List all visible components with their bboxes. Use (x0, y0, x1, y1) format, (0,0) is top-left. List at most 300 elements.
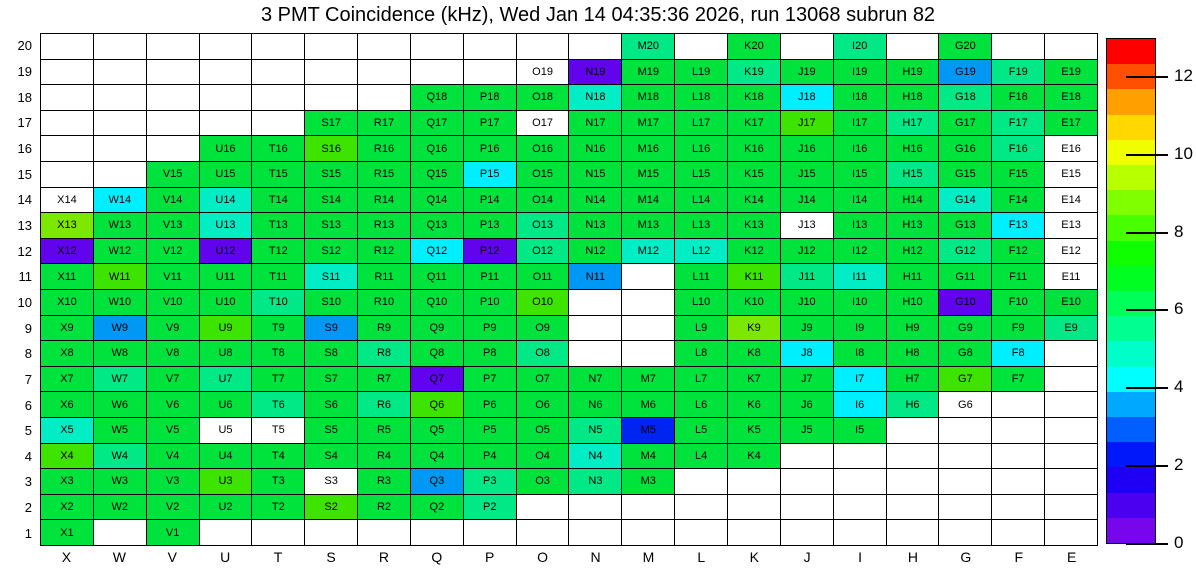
cell-L7: L7 (675, 367, 727, 392)
cell-F8: F8 (992, 341, 1044, 366)
cell-U14: U14 (200, 188, 252, 213)
cell-K1 (728, 520, 780, 545)
cell-G3 (939, 469, 991, 494)
cell-L6: L6 (675, 392, 727, 417)
cell-I19: I19 (834, 60, 886, 85)
cell-E15: E15 (1045, 162, 1097, 187)
cell-J8: J8 (781, 341, 833, 366)
cell-U4: U4 (200, 444, 252, 469)
y-axis-label-16: 16 (17, 140, 32, 156)
cell-G19: G19 (939, 60, 991, 85)
y-axis-label-3: 3 (24, 474, 32, 490)
cell-Q17: Q17 (411, 111, 463, 136)
cell-P15: P15 (464, 162, 516, 187)
cell-X11: X11 (41, 264, 93, 289)
cell-Q19 (411, 60, 463, 85)
cell-V1: V1 (147, 520, 199, 545)
cell-H15: H15 (887, 162, 939, 187)
cell-V13: V13 (147, 213, 199, 238)
cell-W9: W9 (94, 316, 146, 341)
cell-E6 (1045, 392, 1097, 417)
cell-H4 (887, 444, 939, 469)
cell-J11: J11 (781, 264, 833, 289)
y-axis-label-17: 17 (17, 115, 32, 131)
cell-N17: N17 (569, 111, 621, 136)
cell-E12: E12 (1045, 239, 1097, 264)
cell-N18: N18 (569, 85, 621, 110)
cell-N13: N13 (569, 213, 621, 238)
cell-M11 (622, 264, 674, 289)
y-axis-label-19: 19 (17, 63, 32, 79)
cell-U5: U5 (200, 418, 252, 443)
cell-L10: L10 (675, 290, 727, 315)
cell-F13: F13 (992, 213, 1044, 238)
cell-M14: M14 (622, 188, 674, 213)
cell-O5: O5 (517, 418, 569, 443)
cell-L1 (675, 520, 727, 545)
cell-F18: F18 (992, 85, 1044, 110)
cell-U8: U8 (200, 341, 252, 366)
colorbar-band (1107, 341, 1155, 366)
cell-F17: F17 (992, 111, 1044, 136)
cell-V16 (147, 136, 199, 161)
cell-R17: R17 (358, 111, 410, 136)
cell-O16: O16 (517, 136, 569, 161)
cell-R5: R5 (358, 418, 410, 443)
cell-N6: N6 (569, 392, 621, 417)
cell-S12: S12 (305, 239, 357, 264)
cell-I1 (834, 520, 886, 545)
cell-H2 (887, 495, 939, 520)
cell-R4: R4 (358, 444, 410, 469)
cell-S15: S15 (305, 162, 357, 187)
cell-N11: N11 (569, 264, 621, 289)
cell-W7: W7 (94, 367, 146, 392)
cell-O3: O3 (517, 469, 569, 494)
cell-K19: K19 (728, 60, 780, 85)
cell-L11: L11 (675, 264, 727, 289)
cell-Q6: Q6 (411, 392, 463, 417)
cell-K3 (728, 469, 780, 494)
colorbar (1106, 38, 1156, 544)
y-axis-label-15: 15 (17, 166, 32, 182)
y-axis-label-14: 14 (17, 192, 32, 208)
cell-K18: K18 (728, 85, 780, 110)
cell-O10: O10 (517, 290, 569, 315)
cell-F9: F9 (992, 316, 1044, 341)
cell-M6: M6 (622, 392, 674, 417)
cell-S6: S6 (305, 392, 357, 417)
cell-Q16: Q16 (411, 136, 463, 161)
cell-V12: V12 (147, 239, 199, 264)
y-axis-label-12: 12 (17, 243, 32, 259)
colorbar-tick-label: 10 (1174, 143, 1193, 163)
cell-G11: G11 (939, 264, 991, 289)
cell-I10: I10 (834, 290, 886, 315)
cell-T6: T6 (252, 392, 304, 417)
cell-H11: H11 (887, 264, 939, 289)
cell-M18: M18 (622, 85, 674, 110)
cell-J3 (781, 469, 833, 494)
cell-R9: R9 (358, 316, 410, 341)
colorbar-band (1107, 64, 1155, 89)
cell-V3: V3 (147, 469, 199, 494)
cell-P4: P4 (464, 444, 516, 469)
x-axis-label-R: R (378, 549, 389, 565)
cell-G15: G15 (939, 162, 991, 187)
cell-J5: J5 (781, 418, 833, 443)
cell-R12: R12 (358, 239, 410, 264)
cell-X20 (41, 34, 93, 59)
cell-M20: M20 (622, 34, 674, 59)
cell-J9: J9 (781, 316, 833, 341)
cell-V4: V4 (147, 444, 199, 469)
cell-W4: W4 (94, 444, 146, 469)
y-axis-label-9: 9 (24, 320, 32, 336)
cell-F3 (992, 469, 1044, 494)
cell-K11: K11 (728, 264, 780, 289)
cell-X4: X4 (41, 444, 93, 469)
cell-L14: L14 (675, 188, 727, 213)
cell-I2 (834, 495, 886, 520)
cell-X2: X2 (41, 495, 93, 520)
cell-I18: I18 (834, 85, 886, 110)
cell-N7: N7 (569, 367, 621, 392)
cell-J10: J10 (781, 290, 833, 315)
cell-X12: X12 (41, 239, 93, 264)
cell-V11: V11 (147, 264, 199, 289)
cell-U6: U6 (200, 392, 252, 417)
cell-K20: K20 (728, 34, 780, 59)
cell-O15: O15 (517, 162, 569, 187)
cell-S16: S16 (305, 136, 357, 161)
cell-S7: S7 (305, 367, 357, 392)
colorbar-band (1107, 417, 1155, 442)
cell-G10: G10 (939, 290, 991, 315)
cell-X17 (41, 111, 93, 136)
cell-R16: R16 (358, 136, 410, 161)
cell-M9 (622, 316, 674, 341)
colorbar-band (1107, 140, 1155, 165)
colorbar-band (1107, 165, 1155, 190)
cell-G8: G8 (939, 341, 991, 366)
cell-F14: F14 (992, 188, 1044, 213)
cell-H16: H16 (887, 136, 939, 161)
colorbar-band (1107, 89, 1155, 114)
cell-R15: R15 (358, 162, 410, 187)
cell-O8: O8 (517, 341, 569, 366)
cell-K9: K9 (728, 316, 780, 341)
x-axis-label-T: T (273, 549, 283, 565)
cell-V2: V2 (147, 495, 199, 520)
colorbar-band (1107, 266, 1155, 291)
cell-F11: F11 (992, 264, 1044, 289)
cell-R10: R10 (358, 290, 410, 315)
cell-V6: V6 (147, 392, 199, 417)
cell-T16: T16 (252, 136, 304, 161)
cell-W1 (94, 520, 146, 545)
cell-O17: O17 (517, 111, 569, 136)
cell-E10: E10 (1045, 290, 1097, 315)
cell-X14: X14 (41, 188, 93, 213)
cell-H19: H19 (887, 60, 939, 85)
cell-L8: L8 (675, 341, 727, 366)
cell-O1 (517, 520, 569, 545)
cell-P14: P14 (464, 188, 516, 213)
y-axis-label-8: 8 (24, 346, 32, 362)
cell-H10: H10 (887, 290, 939, 315)
cell-I6: I6 (834, 392, 886, 417)
cell-J7: J7 (781, 367, 833, 392)
cell-K17: K17 (728, 111, 780, 136)
cell-Q14: Q14 (411, 188, 463, 213)
cell-N2 (569, 495, 621, 520)
x-axis-label-E: E (1067, 549, 1077, 565)
cell-Q18: Q18 (411, 85, 463, 110)
cell-I8: I8 (834, 341, 886, 366)
cell-E8 (1045, 341, 1097, 366)
cell-H5 (887, 418, 939, 443)
cell-G4 (939, 444, 991, 469)
cell-W2: W2 (94, 495, 146, 520)
cell-R20 (358, 34, 410, 59)
cell-E5 (1045, 418, 1097, 443)
cell-M16: M16 (622, 136, 674, 161)
cell-W19 (94, 60, 146, 85)
cell-Q10: Q10 (411, 290, 463, 315)
cell-Q20 (411, 34, 463, 59)
cell-L20 (675, 34, 727, 59)
x-axis-label-P: P (485, 549, 495, 565)
x-axis-label-J: J (803, 549, 811, 565)
cell-U10: U10 (200, 290, 252, 315)
cell-L19: L19 (675, 60, 727, 85)
colorbar-tick-label: 2 (1174, 455, 1184, 475)
cell-K12: K12 (728, 239, 780, 264)
cell-K10: K10 (728, 290, 780, 315)
x-axis-label-N: N (590, 549, 601, 565)
cell-T4: T4 (252, 444, 304, 469)
cell-U20 (200, 34, 252, 59)
cell-X3: X3 (41, 469, 93, 494)
cell-M8 (622, 341, 674, 366)
cell-O4: O4 (517, 444, 569, 469)
cell-T1 (252, 520, 304, 545)
cell-P18: P18 (464, 85, 516, 110)
cell-J2 (781, 495, 833, 520)
colorbar-band (1107, 442, 1155, 467)
cell-P19 (464, 60, 516, 85)
cell-U18 (200, 85, 252, 110)
cell-H6: H6 (887, 392, 939, 417)
cell-R7: R7 (358, 367, 410, 392)
cell-L12: L12 (675, 239, 727, 264)
cell-P9: P9 (464, 316, 516, 341)
cell-E7 (1045, 367, 1097, 392)
x-axis-label-O: O (537, 549, 549, 565)
cell-P11: P11 (464, 264, 516, 289)
y-axis-label-11: 11 (18, 269, 32, 285)
cell-W15 (94, 162, 146, 187)
cell-W17 (94, 111, 146, 136)
cell-S18 (305, 85, 357, 110)
cell-J12: J12 (781, 239, 833, 264)
cell-G20: G20 (939, 34, 991, 59)
cell-W5: W5 (94, 418, 146, 443)
cell-S20 (305, 34, 357, 59)
cell-R11: R11 (358, 264, 410, 289)
colorbar-tick-label: 12 (1174, 65, 1193, 85)
cell-X7: X7 (41, 367, 93, 392)
x-axis-label-L: L (697, 549, 706, 565)
cell-T12: T12 (252, 239, 304, 264)
cell-Q2: Q2 (411, 495, 463, 520)
cell-W12: W12 (94, 239, 146, 264)
cell-J4 (781, 444, 833, 469)
cell-J19: J19 (781, 60, 833, 85)
plot-title: 3 PMT Coincidence (kHz), Wed Jan 14 04:35:36 2026, run 13068 subrun 82 (260, 4, 936, 26)
cell-H12: H12 (887, 239, 939, 264)
cell-M10 (622, 290, 674, 315)
cell-R13: R13 (358, 213, 410, 238)
cell-I20: I20 (834, 34, 886, 59)
cell-N16: N16 (569, 136, 621, 161)
cell-G9: G9 (939, 316, 991, 341)
cell-V17 (147, 111, 199, 136)
cell-V18 (147, 85, 199, 110)
cell-L4: L4 (675, 444, 727, 469)
cell-E14: E14 (1045, 188, 1097, 213)
cell-J1 (781, 520, 833, 545)
cell-F15: F15 (992, 162, 1044, 187)
cell-T13: T13 (252, 213, 304, 238)
cell-H14: H14 (887, 188, 939, 213)
cell-N9 (569, 316, 621, 341)
y-axis-label-1: 1 (24, 525, 32, 541)
cell-W13: W13 (94, 213, 146, 238)
cell-N8 (569, 341, 621, 366)
cell-G18: G18 (939, 85, 991, 110)
cell-E1 (1045, 520, 1097, 545)
cell-K4: K4 (728, 444, 780, 469)
cell-U15: U15 (200, 162, 252, 187)
x-axis-label-G: G (960, 549, 972, 565)
y-axis-label-20: 20 (17, 38, 32, 54)
cell-P10: P10 (464, 290, 516, 315)
cell-K13: K13 (728, 213, 780, 238)
x-axis-labels (40, 549, 1098, 567)
cell-S4: S4 (305, 444, 357, 469)
cell-M15: M15 (622, 162, 674, 187)
cell-P1 (464, 520, 516, 545)
cell-S13: S13 (305, 213, 357, 238)
cell-Q15: Q15 (411, 162, 463, 187)
cell-J18: J18 (781, 85, 833, 110)
cell-X6: X6 (41, 392, 93, 417)
cell-M12: M12 (622, 239, 674, 264)
cell-L18: L18 (675, 85, 727, 110)
y-axis-label-13: 13 (17, 217, 32, 233)
cell-E2 (1045, 495, 1097, 520)
cell-O6: O6 (517, 392, 569, 417)
cell-W11: W11 (94, 264, 146, 289)
cell-K15: K15 (728, 162, 780, 187)
cell-T17 (252, 111, 304, 136)
x-axis-label-H: H (907, 549, 919, 565)
cell-W16 (94, 136, 146, 161)
cell-X15 (41, 162, 93, 187)
cell-X5: X5 (41, 418, 93, 443)
cell-I12: I12 (834, 239, 886, 264)
cell-E20 (1045, 34, 1097, 59)
cell-J16: J16 (781, 136, 833, 161)
cell-V19 (147, 60, 199, 85)
y-axis-label-2: 2 (24, 500, 32, 516)
cell-E19: E19 (1045, 60, 1097, 85)
colorbar-band (1107, 241, 1155, 266)
cell-S3: S3 (305, 469, 357, 494)
cell-W6: W6 (94, 392, 146, 417)
cell-N3: N3 (569, 469, 621, 494)
cell-K2 (728, 495, 780, 520)
cell-L3 (675, 469, 727, 494)
cell-J15: J15 (781, 162, 833, 187)
x-axis-label-W: W (112, 549, 126, 565)
cell-P7: P7 (464, 367, 516, 392)
cell-U1 (200, 520, 252, 545)
cell-X10: X10 (41, 290, 93, 315)
cell-L5: L5 (675, 418, 727, 443)
cell-U17 (200, 111, 252, 136)
cell-K6: K6 (728, 392, 780, 417)
cell-J6: J6 (781, 392, 833, 417)
cell-Q8: Q8 (411, 341, 463, 366)
cell-E18: E18 (1045, 85, 1097, 110)
cell-W3: W3 (94, 469, 146, 494)
cell-O20 (517, 34, 569, 59)
cell-P5: P5 (464, 418, 516, 443)
cell-L13: L13 (675, 213, 727, 238)
cell-E4 (1045, 444, 1097, 469)
cell-E11: E11 (1045, 264, 1097, 289)
cell-U13: U13 (200, 213, 252, 238)
cell-G16: G16 (939, 136, 991, 161)
y-axis-labels (0, 33, 34, 546)
cell-V9: V9 (147, 316, 199, 341)
cell-P13: P13 (464, 213, 516, 238)
cell-T9: T9 (252, 316, 304, 341)
cell-P6: P6 (464, 392, 516, 417)
x-axis-label-I: I (858, 549, 862, 565)
cell-E16: E16 (1045, 136, 1097, 161)
cell-S9: S9 (305, 316, 357, 341)
cell-T20 (252, 34, 304, 59)
cell-I11: I11 (834, 264, 886, 289)
cell-O14: O14 (517, 188, 569, 213)
cell-H18: H18 (887, 85, 939, 110)
cell-S5: S5 (305, 418, 357, 443)
cell-T10: T10 (252, 290, 304, 315)
cell-P17: P17 (464, 111, 516, 136)
cell-N10 (569, 290, 621, 315)
cell-I15: I15 (834, 162, 886, 187)
cell-U3: U3 (200, 469, 252, 494)
cell-J14: J14 (781, 188, 833, 213)
cell-S19 (305, 60, 357, 85)
cell-F2 (992, 495, 1044, 520)
cell-I5: I5 (834, 418, 886, 443)
colorbar-band (1107, 291, 1155, 316)
